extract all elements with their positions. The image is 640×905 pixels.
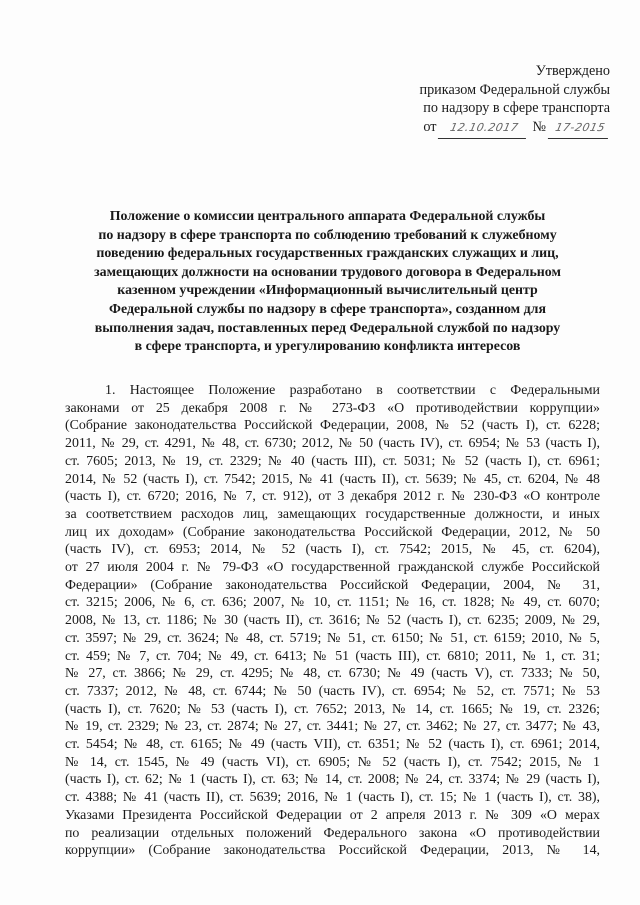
title-line: Положение о комиссии центрального аппарата Федеральной службы <box>109 209 546 224</box>
body-line: коррупции» (Собрание законодательства Российской Федерации, 2013, № 14, <box>65 843 600 859</box>
approval-heading: Утверждено <box>535 63 610 79</box>
approval-authority-line: по надзору в сфере транспорта <box>423 100 610 116</box>
title-line: по надзору в сфере транспорта по соблюдению требований к служебному <box>98 227 557 243</box>
body-line: (часть I), ст. 7620; № 53 (часть I), ст. 7652; 2013, № 14, ст. 1665; № 19, ст. 2326; <box>65 701 600 717</box>
title-line: в сфере транспорта, и урегулированию конфликта интересов <box>134 339 521 355</box>
body-line: 2014, № 52 (часть I), ст. 7542; 2015, № 41 (часть II), ст. 5639; № 45, ст. 6204, № 48 <box>65 471 600 487</box>
body-line: № 19, ст. 2329; № 23, ст. 2874; № 27, ст. 3441; № 27, ст. 3462; № 27, ст. 3477; № 43, <box>65 719 600 735</box>
document-title <box>70 208 585 357</box>
body-line: 1. Настоящее Положение разработано в соответствии с Федеральными <box>105 383 600 398</box>
approval-date-number-line <box>400 118 610 139</box>
body-line: по реализации отдельных положений Федерального закона «О противодействии <box>65 825 600 841</box>
body-line: ст. 459; № 7, ст. 704; № 49, ст. 6413; № 51 (часть III), ст. 6810; 2011, № 1, ст. 31; <box>65 648 600 664</box>
body-line: ст. 3597; № 29, ст. 3624; № 48, ст. 5719; № 51, ст. 6150; № 51, ст. 6159; 2010, № 5, <box>65 630 600 646</box>
title-line: замещающих должности на основании трудового договора в Федеральном <box>94 264 561 280</box>
body-line: Указами Президента Российской Федерации от 2 апреля 2013 г. № 309 «О мерах <box>65 807 600 823</box>
body-line: лиц их доходам» (Собрание законодательства Российской Федерации, 2012, № 50 <box>65 524 600 540</box>
body-line: ст. 3215; 2006, № 6, ст. 636; 2007, № 10, ст. 1151; № 16, ст. 1828; № 49, ст. 6070; <box>65 595 600 611</box>
body-line: от 27 июля 2004 г. № 79-ФЗ «О государственной гражданской службе Российской <box>65 560 600 576</box>
title-line: Федеральной службы по надзору в сфере транспорта», созданном для <box>109 301 546 317</box>
title-line: выполнения задач, поставленных перед Федеральной службой по надзору <box>94 320 561 336</box>
body-line: ст. 7605; 2013, № 19, ст. 2329; № 40 (часть III), ст. 5031; № 52 (часть I), ст. 6961; <box>65 453 600 469</box>
body-line: 2011, № 29, ст. 4291, № 48, ст. 6730; 2012, № 50 (часть IV), ст. 6954; № 53 (часть I), <box>65 436 600 452</box>
title-line: поведению федеральных государственных гражданских служащих и лиц, <box>96 246 559 262</box>
approval-block <box>400 62 610 138</box>
title-line: казенном учреждении «Информационный вычислительный центр <box>117 283 538 299</box>
body-line: (часть I), ст. 6720; 2016, № 7, ст. 912), от 3 декабря 2012 г. № 230-ФЗ «О контроле <box>65 489 600 505</box>
body-line: ст. 7337; 2012, № 48, ст. 6744; № 50 (часть IV), ст. 6954; № 52, ст. 7571; № 53 <box>65 683 600 699</box>
approval-order-line: приказом Федеральной службы <box>419 81 610 98</box>
number-prefix: № <box>532 118 546 135</box>
from-prefix: от <box>423 118 437 135</box>
handwritten-date: 12.10.2017 <box>438 119 530 139</box>
body-line: законами от 25 декабря 2008 г. № 273-ФЗ «О противодействии коррупции» <box>65 400 600 416</box>
body-line: (часть I), ст. 62; № 1 (часть I), ст. 63; № 14, ст. 2008; № 24, ст. 3374; № 29 (часть I), <box>65 772 600 788</box>
document-body <box>65 382 600 860</box>
body-line: ст. 4388; № 41 (часть II), ст. 5639; 2016, № 1 (часть I), ст. 15; № 1 (часть I), ст. 38), <box>65 790 600 806</box>
body-line: за соответствием расходов лиц, замещающих государственные должности, и иных <box>65 506 600 522</box>
body-line: Федерации» (Собрание законодательства Российской Федерации, 2004, № 31, <box>65 577 600 593</box>
handwritten-number: 17-2015 <box>548 119 612 139</box>
body-line: ст. 5454; № 48, ст. 6165; № 49 (часть VII), ст. 6351; № 52 (часть I), ст. 6961; 2014, <box>65 737 600 753</box>
body-line: № 14, ст. 1545, № 49 (часть VI), ст. 6905; № 52 (часть I), ст. 7542; 2015, № 1 <box>65 754 600 770</box>
body-line: (часть IV), ст. 6953; 2014, № 52 (часть I), ст. 7542; 2015, № 45, ст. 6204), <box>65 542 600 558</box>
body-line: (Собрание законодательства Российской Федерации, 2008, № 52 (часть I), ст. 6228; <box>65 418 600 434</box>
body-line: № 27, ст. 3866; № 29, ст. 4295; № 48, ст. 6730; № 49 (часть V), ст. 7333; № 50, <box>65 666 600 682</box>
body-line: 2008, № 13, ст. 1186; № 30 (часть II), ст. 3616; № 52 (часть I), ст. 6235; 2009, № 29, <box>65 613 600 629</box>
